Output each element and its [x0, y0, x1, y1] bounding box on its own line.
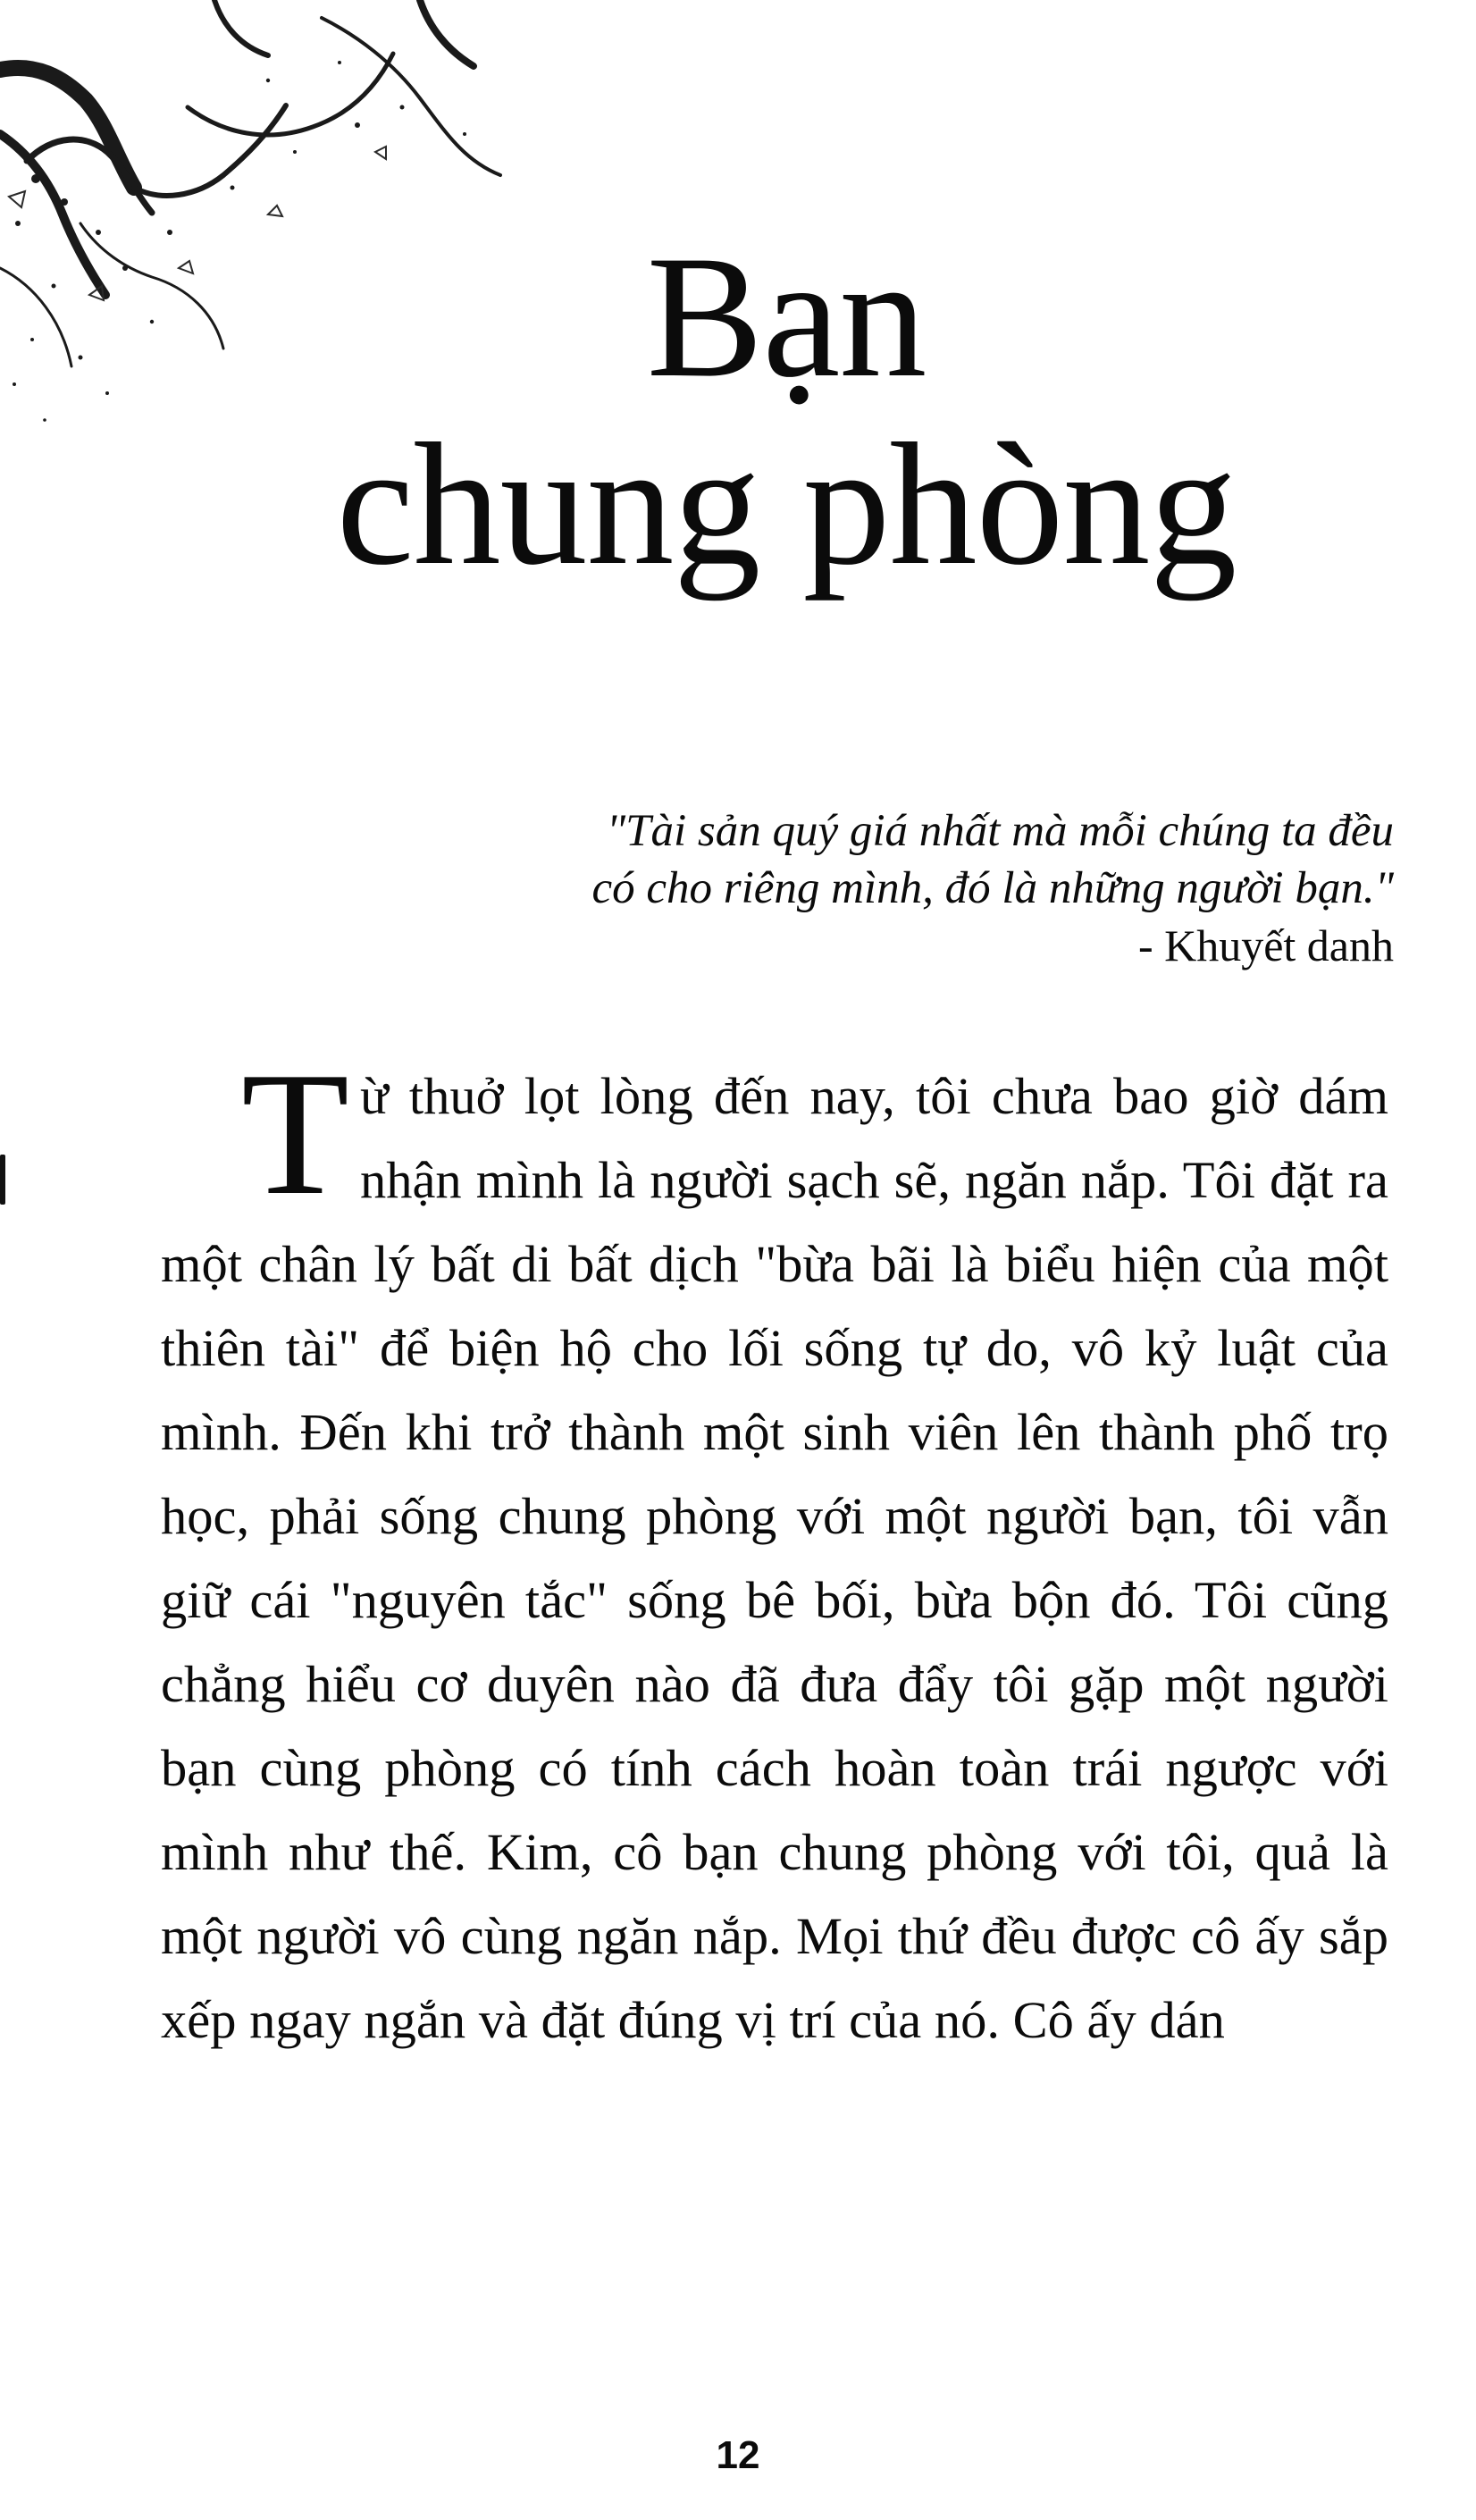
margin-mark [0, 1155, 5, 1205]
page-number: 12 [716, 2433, 760, 2477]
drop-cap: T [241, 1036, 349, 1231]
epigraph-author: - Khuyết danh [1137, 920, 1394, 970]
chapter-title-line-1: Bạn [646, 220, 927, 414]
epigraph [411, 802, 1394, 974]
epigraph-quote-line-1: "Tài sản quý giá nhất mà mỗi chúng ta đều [606, 806, 1394, 856]
body-paragraph [161, 1036, 1388, 2062]
chapter-title [268, 220, 1304, 601]
epigraph-quote-line-2: có cho riêng mình, đó là những người bạn." [591, 863, 1394, 913]
chapter-title-line-2: chung phòng [336, 407, 1237, 601]
body-paragraph-text: ừ thuở lọt lòng đến nay, tôi chưa bao giờ dám nhận mình là người sạch sẽ, ngăn nắp. Tôi đặt ra một chân lý bất di bất dịch "bừa bãi là biểu hiện của một thiên tài" để biện hộ cho lối sống tự do, vô kỷ luật của mình. Đến khi trở thành một sinh viên lên thành phố trọ học, phải sống chung phòng với một người bạn, tôi vẫn giữ cái "nguyên tắc" sống bê bối, bừa bộn đó. Tôi cũng chẳng hiểu cơ duyên nào đã đưa đẩy tôi gặp một người bạn cùng phòng có tính cách hoàn toàn trái ngược với mình như thế. Kim, cô bạn chung phòng với tôi, quả là một người vô cùng ngăn nắp. Mọi thứ đều được cô ấy sắp xếp ngay ngắn và đặt đúng vị trí của nó. Cô ấy dán [161, 1067, 1388, 2049]
